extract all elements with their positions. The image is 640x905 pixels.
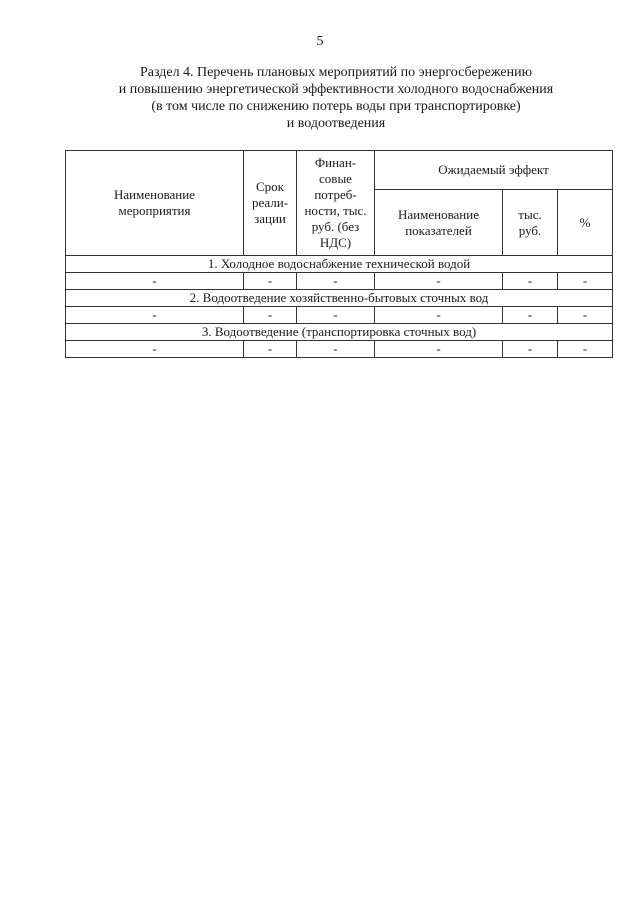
heading-line: (в том числе по снижению потерь воды при транспортировке) xyxy=(151,99,521,114)
heading-line: и водоотведения xyxy=(286,116,386,131)
column-header-thousand-rub: тыс. руб. xyxy=(503,190,558,256)
table-cell: - xyxy=(297,273,375,290)
table-cell: - xyxy=(558,341,613,358)
column-header-term: Срок реали-зации xyxy=(244,151,297,256)
table-cell: - xyxy=(244,341,297,358)
table-cell: - xyxy=(297,307,375,324)
column-header-name: Наименование мероприятия xyxy=(66,151,244,256)
table-row xyxy=(66,341,613,358)
section-title: 1. Холодное водоснабжение технической водой xyxy=(66,256,613,273)
section-title: 2. Водоотведение хозяйственно-бытовых сточных вод xyxy=(66,290,613,307)
measures-table xyxy=(65,150,613,358)
table-cell: - xyxy=(66,341,244,358)
table-cell: - xyxy=(66,273,244,290)
table-cell: - xyxy=(503,307,558,324)
column-header-percent: % xyxy=(558,190,613,256)
column-header-finance: Финан-совые потреб-ности, тыс. руб. (без НДС) xyxy=(297,151,375,256)
table-cell: - xyxy=(66,307,244,324)
table-cell: - xyxy=(297,341,375,358)
section-row xyxy=(66,290,613,307)
table-cell: - xyxy=(375,341,503,358)
table-cell: - xyxy=(558,307,613,324)
table-cell: - xyxy=(244,273,297,290)
table-cell: - xyxy=(244,307,297,324)
table-cell: - xyxy=(503,341,558,358)
page-number: 5 xyxy=(316,34,324,49)
section-title: 3. Водоотведение (транспортировка сточных вод) xyxy=(66,324,613,341)
table-cell: - xyxy=(375,307,503,324)
heading-line: и повышению энергетической эффективности холодного водоснабжения xyxy=(118,82,554,97)
column-header-indicator: Наименование показателей xyxy=(375,190,503,256)
table-cell: - xyxy=(558,273,613,290)
column-header-expected-effect: Ожидаемый эффект xyxy=(375,151,613,190)
table-row xyxy=(66,307,613,324)
section-heading xyxy=(60,64,612,132)
section-row xyxy=(66,324,613,341)
section-row xyxy=(66,256,613,273)
heading-line: Раздел 4. Перечень плановых мероприятий по энергосбережению xyxy=(139,65,533,80)
table-cell: - xyxy=(503,273,558,290)
table-header-row xyxy=(66,151,613,190)
table-cell: - xyxy=(375,273,503,290)
table-row xyxy=(66,273,613,290)
